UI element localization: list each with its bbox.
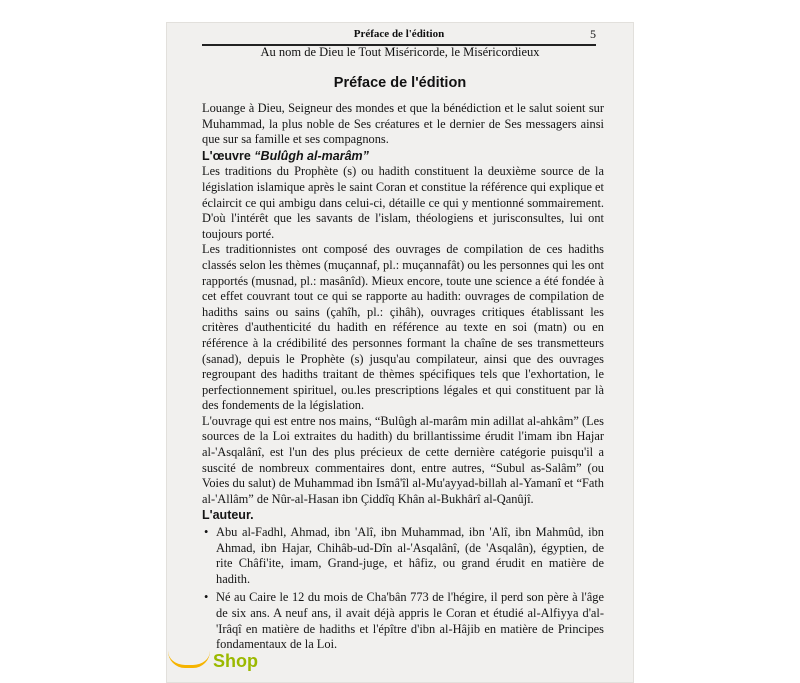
paragraph-traditions: Les traditions du Prophète (s) ou hadith constituent la deuxième source de la législation islamique après le saint Coran et constitue la référence qui explique et éclaircit ce qui ambigu dans celui-ci, détaille ce qui y mentionné sommairement. D'où l'intérêt que les savants de l'islam, théologiens et jurisconsultes, lui ont toujours porté. (202, 164, 604, 241)
list-item (202, 590, 604, 652)
bullet-icon: • (204, 590, 209, 605)
section-heading-work-title: “Bulûgh al-marâm” (254, 148, 369, 163)
list-item (202, 525, 604, 587)
bullet-text: Abu al-Fadhl, Ahmad, ibn 'Alî, ibn Muhammad, ibn 'Alî, ibn Mahmûd, ibn Ahmad, ibn Hajar, Chihâb-ud-Dîn al-'Asqalânî, (de 'Asqalân), égyptien, de rite Châfi'ite, imam, Grand-juge, et hâfiz, ou grand érudit en matière de hadith. (216, 525, 604, 586)
running-head (202, 28, 596, 46)
shop-logo (168, 651, 258, 672)
bullet-text: Né au Caire le 12 du mois de Cha'bân 773 de l'hégire, il perd son père à l'âge de six ans. A neuf ans, il avait déjà appris le Coran et étudié al-Alfiyya d'al-'Irâqî en matière de hadiths et l'épître d'ibn al-Hâjib en matière de Principes fondamentaux de la Loi. (216, 590, 604, 652)
section-heading-auteur: L'auteur. (202, 508, 254, 523)
section-heading-oeuvre (202, 149, 604, 165)
body-text (202, 98, 604, 656)
basmala: Au nom de Dieu le Tout Miséricorde, le Miséricordieux (260, 45, 540, 59)
intro-paragraph: Louange à Dieu, Seigneur des mondes et que la bénédiction et le salut soient sur Muhammad, la plus noble de Ses créatures et le dernier de Ses messagers ainsi que sur sa famille et ses compagnons. (202, 101, 604, 147)
page-number: 5 (590, 27, 596, 41)
logo-text: Shop (213, 651, 258, 671)
author-bullet-list (202, 525, 604, 653)
running-head-title: Préface de l'édition (353, 28, 445, 40)
logo-swirl-icon (168, 651, 210, 668)
section-heading-prefix: L'œuvre (202, 148, 255, 163)
bullet-icon: • (204, 525, 209, 540)
paragraph-ouvrage: L'ouvrage qui est entre nos mains, “Bulûgh al-marâm min adillat al-ahkâm” (Les sources de la Loi extraites du hadith) du brillantissime érudit l'imam ibn Hajar al-'Asqalânî, est l'un des plus précieux de cette dernière catégorie puisqu'il a suscité de nombreux commentaires dont, entre autres, “Subul as-Salâm” (ou Voies du salut) de Muhammad ibn Ismâ'îl al-Mu'ayyad-billah al-Yamanî et “Fath al-'Allâm” de Nûr-al-Hasan ibn Çiddîq Khân al-Bukhârî al-Qanûjî. (202, 413, 604, 506)
paragraph-traditionnistes: Les traditionnistes ont composé des ouvrages de compilation de ces hadiths classés selon les thèmes (muçannaf, pl.: muçannafât) ou les personnes qui les ont rapportés (musnad, pl.: masânîd). Mieux encore, toute une science a été fondée à cet effet couvrant tout ce qui se rapporte au hadith: ouvrages de compilation de hadiths sains ou sains (çahîh, pl.: çihâh), ouvrages critiques établissant les critères d'authenticité du hadith en référence au texte en soi (matn) ou en référence à la crédibilité des personnes formant la chaîne de ses transmetteurs (sanad), depuis le Prophète (s) jusqu'au compilateur, ainsi que des ouvrages regroupant des hadiths traitant de thèmes spécifiques tels que l'exhortation, le perfectionnement spirituel, ou.les prescriptions légales et qui constituent par là des fondements de la législation. (202, 242, 604, 413)
page-title: Préface de l'édition (333, 75, 467, 91)
book-page (166, 22, 634, 683)
